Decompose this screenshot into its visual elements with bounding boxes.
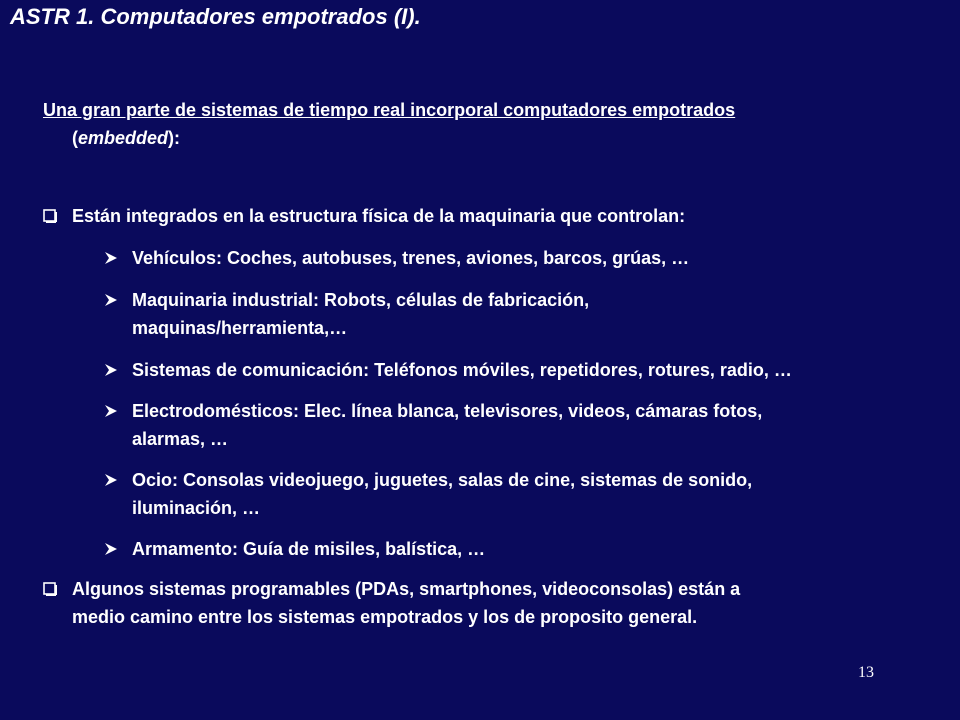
sub-bullet-text: Vehículos: Coches, autobuses, trenes, aviones, barcos, grúas, … — [132, 248, 690, 268]
embedded-term: embedded — [78, 128, 169, 148]
page-number: 13 — [858, 664, 874, 681]
intro-line-2: (embedded): — [72, 128, 181, 148]
sub-bullet-item — [103, 244, 933, 272]
intro-line-1: Una gran parte de sistemas de tiempo real incorporal computadores empotrados — [43, 100, 736, 120]
sub-bullet-text: Armamento: Guía de misiles, balística, … — [132, 539, 486, 559]
arrow-bullet-icon — [103, 356, 132, 384]
intro-paragraph — [43, 96, 873, 152]
sub-bullet-text: Sistemas de comunicación: Teléfonos móviles, repetidores, rotures, radio, … — [132, 360, 792, 380]
bullet-item — [43, 575, 903, 631]
sub-bullet-text: Maquinaria industrial: Robots, células de fabricación, maquinas/herramienta,… — [132, 290, 590, 338]
slide-title: ASTR 1. Computadores empotrados (I). — [10, 4, 421, 29]
sub-bullet-item — [103, 535, 933, 563]
bullet-item — [43, 202, 903, 230]
sub-bullet-text: Electrodomésticos: Elec. línea blanca, televisores, videos, cámaras fotos, alarmas, … — [132, 401, 763, 449]
square-bullet-icon — [43, 202, 72, 230]
sub-bullet-text: Ocio: Consolas videojuego, juguetes, salas de cine, sistemas de sonido, iluminación, … — [132, 470, 753, 518]
bullet-text: Están integrados en la estructura física de la maquinaria que controlan: — [72, 206, 686, 226]
square-bullet-icon — [43, 575, 72, 603]
sub-bullet-item — [103, 286, 933, 342]
bullet-text: Algunos sistemas programables (PDAs, smartphones, videoconsolas) están a medio camino entre los sistemas empotrados y los de proposito general. — [72, 579, 741, 627]
sub-bullet-item — [103, 466, 933, 522]
arrow-bullet-icon — [103, 286, 132, 314]
sub-bullet-item — [103, 397, 933, 453]
arrow-bullet-icon — [103, 397, 132, 425]
sub-bullet-item — [103, 356, 933, 384]
arrow-bullet-icon — [103, 535, 132, 563]
arrow-bullet-icon — [103, 466, 132, 494]
arrow-bullet-icon — [103, 244, 132, 272]
